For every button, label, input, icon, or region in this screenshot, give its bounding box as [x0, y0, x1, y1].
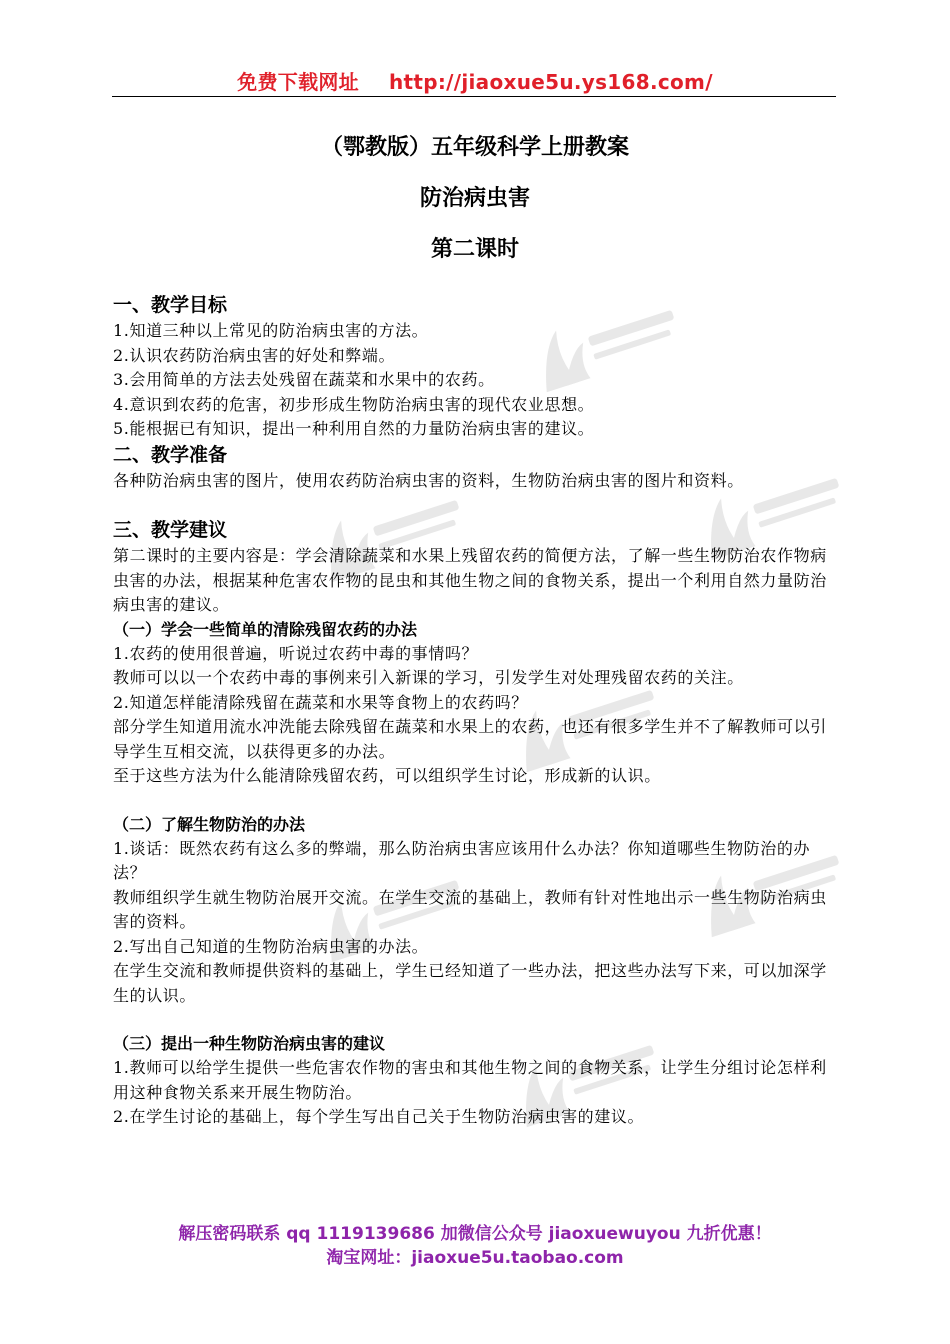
spacer: [113, 1008, 839, 1032]
spacer: [113, 493, 839, 517]
section-heading: 二、教学准备: [113, 443, 228, 466]
paragraph: 5.能根据已有知识，提出一种利用自然的力量防治病虫害的建议。: [113, 419, 595, 438]
paragraph: 2.写出自己知道的生物防治病虫害的办法。: [113, 936, 429, 956]
footer-contact: 解压密码联系 qq 1119139686 加微信公众号 jiaoxuewuyou 九折优惠！: [178, 1224, 772, 1244]
header-url-link[interactable]: http://jiaoxue5u.ys168.com/: [388, 70, 713, 94]
paragraph: 2.认识农药防治病虫害的好处和弊端。: [113, 345, 396, 365]
section-heading: 三、教学建议: [113, 519, 228, 541]
lesson-plan-body: [113, 292, 839, 1130]
subsection-heading: （三）提出一种生物防治病虫害的建议: [113, 1034, 386, 1053]
header-label: 免费下载网址: [237, 70, 359, 94]
footer-shop-link[interactable]: 淘宝网址：jiaoxue5u.taobao.com: [326, 1248, 624, 1268]
paragraph: 1.教师可以给学生提供一些危害农作物的害虫和其他生物之间的食物关系，让学生分组讨论怎样利用这种食物关系来开展生物防治。: [113, 1058, 827, 1102]
paragraph: 各种防治病虫害的图片，使用农药防治病虫害的资料，生物防治病虫害的图片和资料。: [113, 470, 744, 490]
paragraph: 1.农药的使用很普遍，听说过农药中毒的事情吗？: [113, 643, 479, 663]
paragraph: 教师可以以一个农药中毒的事例来引入新课的学习，引发学生对处理残留农药的关注。: [113, 668, 744, 687]
spacer: [113, 789, 839, 813]
section-heading: 一、教学目标: [113, 294, 228, 316]
paragraph: 2.在学生讨论的基础上，每个学生写出自己关于生物防治病虫害的建议。: [113, 1107, 645, 1126]
document-title: （鄂教版）五年级科学上册教案: [320, 135, 629, 160]
lesson-title: 防治病虫害: [419, 186, 530, 211]
paragraph: 在学生交流和教师提供资料的基础上，学生已经知道了一些办法，把这些办法写下来，可以加深学生的认识。: [113, 961, 827, 1005]
paragraph: 1.谈话：既然农药有这么多的弊端，那么防治病虫害应该用什么办法？你知道哪些生物防治的办法？: [113, 838, 811, 882]
header-rule: [112, 96, 836, 97]
paragraph: 至于这些方法为什么能清除残留农药，可以组织学生讨论，形成新的认识。: [113, 766, 661, 785]
subsection-heading: （一）学会一些简单的清除残留农药的办法: [113, 619, 418, 639]
paragraph: 第二课时的主要内容是：学会清除蔬菜和水果上残留农药的简便方法，了解一些生物防治农作物病虫害的办法，根据某种危害农作物的昆虫和其他生物之间的食物关系，提出一个利用自然力量防治病虫害的建议。: [113, 546, 827, 614]
paragraph: 部分学生知道用流水冲洗能去除残留在蔬菜和水果上的农药，也还有很多学生并不了解教师可以引导学生互相交流，以获得更多的办法。: [113, 717, 827, 761]
paragraph: 教师组织学生就生物防治展开交流。在学生交流的基础上，教师有针对性地出示一些生物防治病虫害的资料。: [113, 887, 827, 931]
paragraph: 1.知道三种以上常见的防治病虫害的方法。: [113, 321, 429, 340]
period-title: 第二课时: [430, 237, 519, 262]
subsection-heading: （二）了解生物防治的办法: [113, 814, 306, 834]
paragraph: 4.意识到农药的危害，初步形成生物防治病虫害的现代农业思想。: [113, 394, 595, 414]
paragraph: 2.知道怎样能清除残留在蔬菜和水果等食物上的农药吗？: [113, 692, 528, 712]
paragraph: 3.会用简单的方法去处残留在蔬菜和水果中的农药。: [113, 370, 495, 389]
download-header: [0, 66, 950, 95]
